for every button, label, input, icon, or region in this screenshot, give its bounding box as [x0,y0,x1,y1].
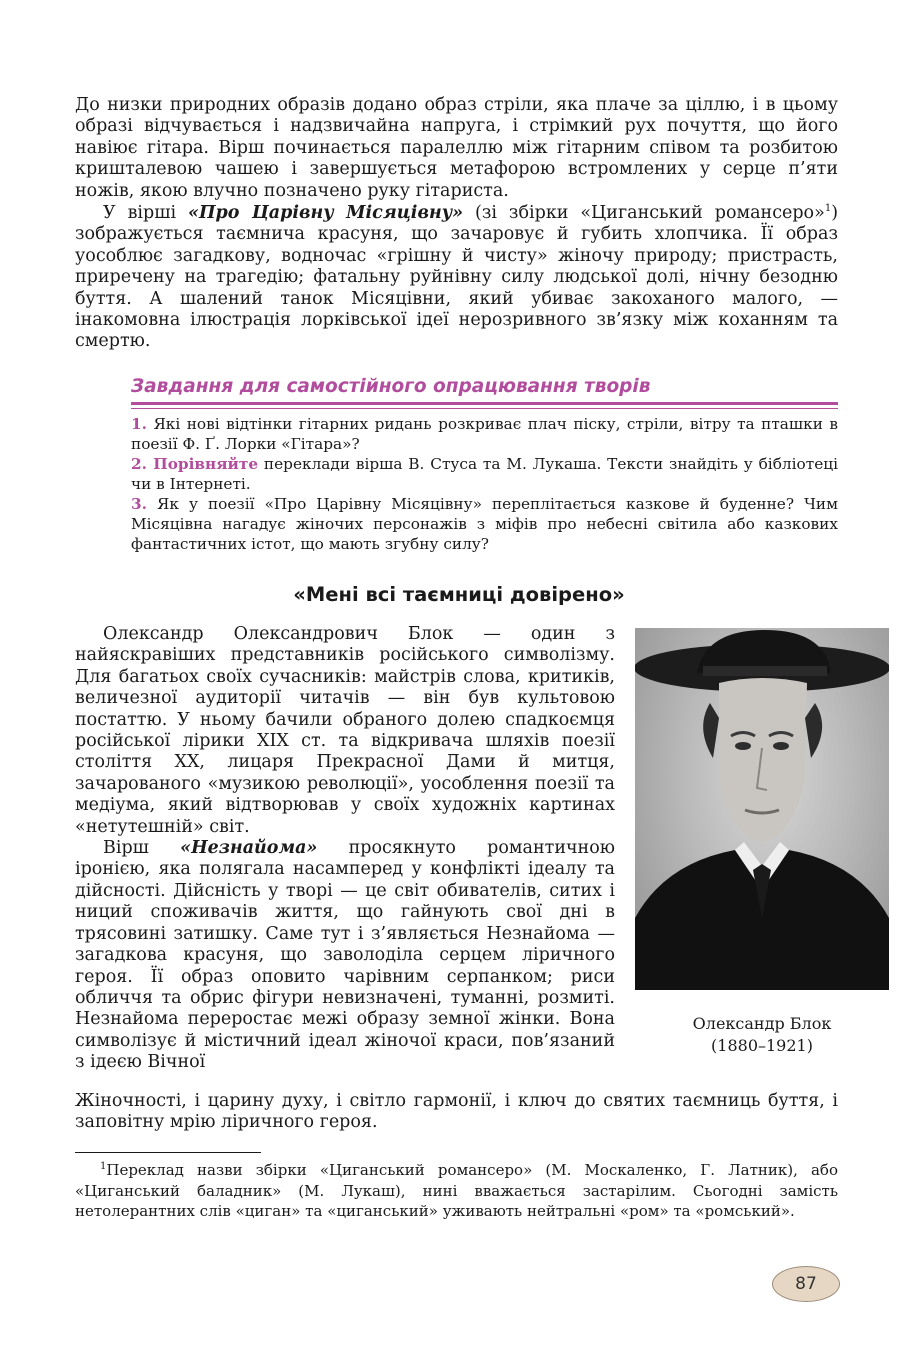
section-text-column [75,624,615,1074]
portrait-caption [635,1013,889,1057]
intro-paragraph-2 [75,203,838,353]
task-number: 2. Порівняйте [131,455,259,473]
task-number: 3. [131,495,147,513]
caption-name: Олександр Блок [692,1014,832,1033]
footnote-text: Переклад назви збірки «Циганський романсеро» (М. Москаленко, Г. Латник), або «Циганський баладник» (М. Лукаш), нині вважається застарілим. Сьогодні замість нетолерантних слів «циган» та «циганський» уживають нейтральні «ром» та «ромський». [75,1161,838,1220]
blok-paragraph-1 [75,624,615,838]
portrait-illustration [635,628,889,990]
intro-paragraph-1 [75,95,838,202]
section-heading: «Мені всі таємниці довірено» [293,583,625,606]
intro-p2-start: У вірші [103,203,189,223]
intro-p2-end: ) зображується таємнича красуня, що зачаровує й губить хлопчика. Її образ уособлює загадкову, водночас «грішну й чисту» жіночу природу; пристрасть, приречену на трагедію; фатальну руйнівну силу людської долі, нічну безодню буття. А шалений танок Місяцівни, який убиває закоханого малого, — інакомовна ілюстрація лорківської ідеї нерозривного зв’язку між коханням та смертю. [75,203,839,352]
page-number: 87 [772,1266,840,1302]
task-item [131,454,838,494]
footnote-ref: 1 [824,203,832,215]
footnote-number: 1 [100,1161,107,1172]
blok-p2-start: Вірш [103,838,181,859]
blok-p2-end: просякнуто романтичною іронією, яка полягала насамперед у конфлікті ідеалу та дійсності. Дійсність у творі — це світ обивателів, ситих і ниций споживачів життя, що гайнують свої дні в трясовині затишку. Саме тут і з’являється Незнайома — загадкова красуня, що заволоділа серцем ліричного героя. Її образ оповито чарівним серпанком; риси обличчя та обрис фігури невизначені, туманні, розмиті. Незнайома переростає межі образу земної жінки. Вона символізує й містичний ідеал жіночої краси, пов’язаний з ідеєю Вічної [75,838,615,1073]
tasks-title: Завдання для самостійного опрацювання творів [131,376,838,405]
blok-p1-text: Олександр Олександрович Блок — один з найяскравіших представників російського символізму. Для багатьох своїх сучасників: майстрів слова, критиків, величезної аудиторії читачів — він був культовою постаттю. У ньому бачили обраного долею спадкоємця російської лірики XIX ст. та відкривача шляхів поезії століття XX, лицаря Прекрасної Дами й митця, зачарованого «музикою революції», уособлення поезії та медіума, який відтворював у своїх художніх картинах «нетутешній» світ. [75,624,615,837]
blok-paragraph-2 [75,838,615,1073]
task-item [131,414,838,454]
poem-title-tsarivna: «Про Царівну Місяцівну» [188,203,464,223]
poem-title-neznaioma: «Незнайома» [180,838,318,859]
intro-p2-mid: (зі збірки «Циганський романсеро» [463,203,825,223]
intro-p1-text: До низки природних образів додано образ стріли, яка плаче за ціллю, і в цьому образі відчувається і надзвичайна напруга, і стрімкий рух почуття, що його навіює гітара. Вірш починається паралеллю між гітарним співом та розбитою кришталевою чашею і завершується метафорою встромлених у серце п’яти ножів, якою влучно позначено руку гітариста. [75,95,838,201]
portrait-photo [635,628,889,990]
tasks-list [131,414,838,554]
task-text: Які нові відтінки гітарних ридань розкриває плач піску, стріли, вітру та пташки в поезії Ф. Ґ. Лорки «Гітара»? [131,415,838,453]
footnote [75,1160,838,1222]
caption-years: (1880–1921) [711,1036,813,1055]
footnote-divider [75,1152,261,1153]
task-text: переклади вірша В. Стуса та М. Лукаша. Тексти знайдіть у бібліотеці чи в Інтернеті. [131,455,838,493]
blok-p2-tail: Жіночності, і царину духу, і світло гармонії, і ключ до святих таємниць буття, і заповітну мрію ліричного героя. [75,1091,838,1133]
task-text: Як у поезії «Про Царівну Місяцівну» переплітається казкове й буденне? Чим Місяцівна нагадує жіночих персонажів з міфів про небесні світила або казкових фантастичних істот, що мають згубну силу? [131,495,838,553]
task-number: 1. [131,415,147,433]
task-item [131,494,838,554]
blok-paragraph-2-tail [75,1091,838,1134]
